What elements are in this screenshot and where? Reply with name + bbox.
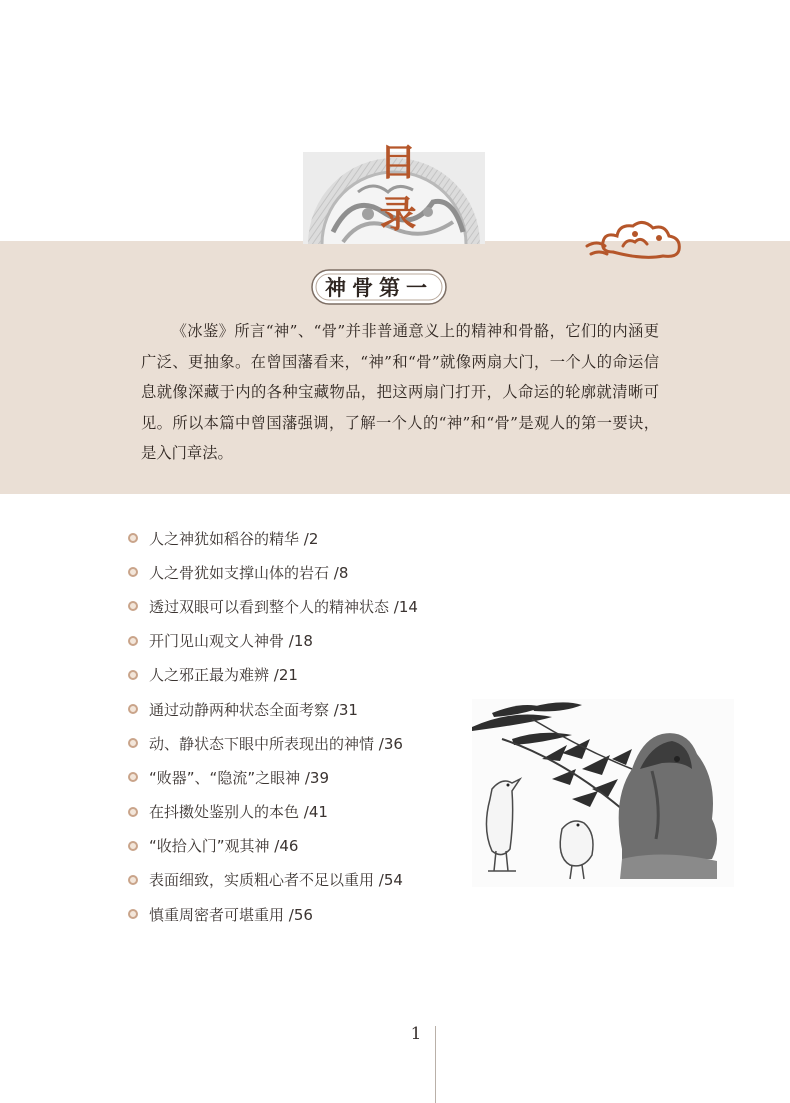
toc-item-label: 透过双眼可以看到整个人的精神状态 /14 [149,597,418,616]
bullet-icon [128,772,138,782]
bullet-icon [128,841,138,851]
toc-item-label: 慎重周密者可堪重用 /56 [149,905,313,924]
bullet-icon [128,601,138,611]
toc-item[interactable] [128,692,418,726]
bullet-icon [128,738,138,748]
bullet-icon [128,875,138,885]
bullet-icon [128,533,138,543]
section-intro: 《冰鉴》所言“神”、“骨”并非普通意义上的精神和骨骼，它们的内涵更广泛、更抽象。在曾国藩看来，“神”和“骨”就像两扇大门，一个人的命运信息就像深藏于内的各种宝藏物品，把这两扇门打开，人命运的轮廓就清晰可见。所以本篇中曾国藩强调，了解一个人的“神”和“骨”是观人的第一要诀，是入门章法。 [141,322,659,462]
toc-item[interactable] [128,555,418,589]
toc-item[interactable] [128,726,418,760]
toc-item[interactable] [128,795,418,829]
bullet-icon [128,670,138,680]
table-of-contents [128,521,418,931]
section-title: 神骨第一 [325,275,433,300]
toc-item[interactable] [128,624,418,658]
toc-item[interactable] [128,863,418,897]
toc-item[interactable] [128,521,418,555]
toc-item-label: 表面细致，实质粗心者不足以重用 /54 [149,871,403,890]
toc-item[interactable] [128,829,418,863]
toc-item-label: 人之骨犹如支撑山体的岩石 /8 [149,563,349,582]
toc-item-label: 动、静状态下眼中所表现出的神情 /36 [149,734,403,753]
toc-item-label: “败器”、“隐流”之眼神 /39 [149,768,329,787]
toc-item[interactable] [128,760,418,794]
bullet-icon [128,704,138,714]
toc-item-label: 人之邪正最为难辨 /21 [149,666,298,685]
toc-item-label: “收拾入门”观其神 /46 [149,837,299,856]
bullet-icon [128,636,138,646]
toc-item[interactable] [128,658,418,692]
contents-heading-char: 目 [379,140,417,184]
toc-item-label: 通过动静两种状态全面考察 /31 [149,700,358,719]
toc-item-label: 开门见山观文人神骨 /18 [149,632,313,651]
toc-item[interactable] [128,897,418,931]
page-number: 1 [410,1024,422,1044]
toc-item-label: 在抖擞处鉴别人的本色 /41 [149,803,328,822]
bullet-icon [128,909,138,919]
contents-heading-char: 录 [379,192,417,236]
ink-painting-illustration [472,699,734,887]
cloud-ornament-icon [583,216,685,264]
page-rule [435,1026,436,1103]
toc-item[interactable] [128,589,418,623]
toc-item-label: 人之神犹如稻谷的精华 /2 [149,529,319,548]
contents-heading [376,136,420,240]
bullet-icon [128,807,138,817]
bullet-icon [128,567,138,577]
